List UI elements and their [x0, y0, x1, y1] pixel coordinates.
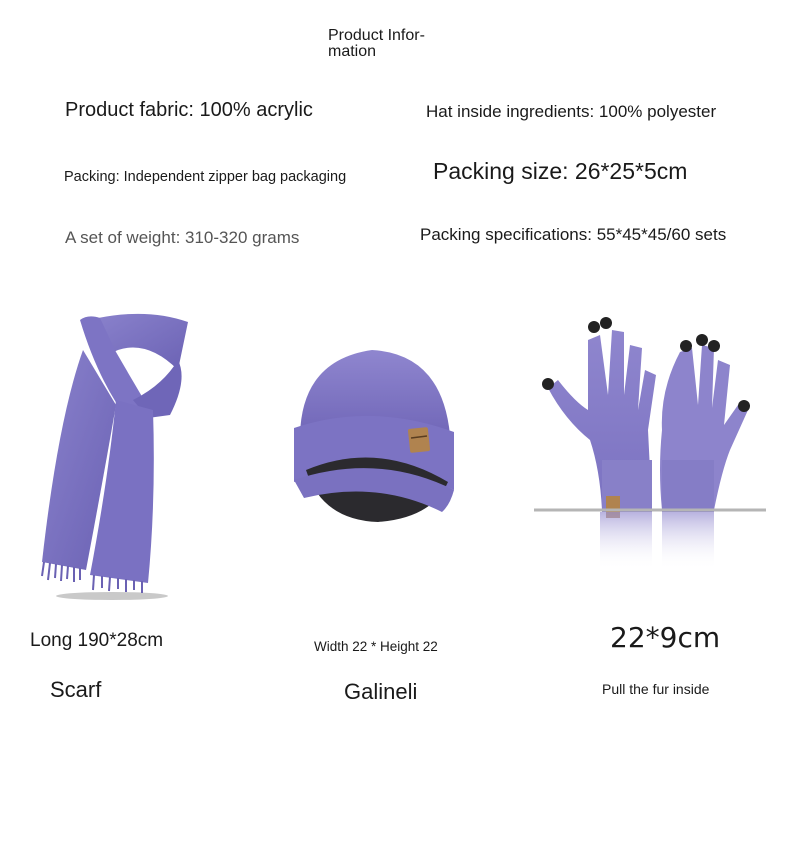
spec-packing-specs: Packing specifications: 55*45*45/60 sets — [420, 225, 727, 244]
scarf-image — [28, 300, 208, 610]
gloves-dimension: 22*9cm — [610, 621, 721, 654]
spec-fabric: Product fabric: 100% acrylic — [65, 99, 313, 121]
spec-weight: A set of weight: 310-320 grams — [65, 228, 300, 247]
hat-dimension: Width 22 * Height 22 — [314, 639, 438, 654]
beanie-hat-image — [282, 340, 462, 540]
scarf-name: Scarf — [50, 677, 102, 702]
gloves-image — [530, 310, 770, 580]
page-title: Product Infor- mation — [328, 27, 425, 60]
spec-packing-size: Packing size: 26*25*5cm — [433, 158, 688, 184]
gloves-note: Pull the fur inside — [602, 681, 710, 697]
spec-packing: Packing: Independent zipper bag packaging — [64, 169, 347, 185]
spec-hat-inside: Hat inside ingredients: 100% polyester — [426, 102, 717, 121]
scarf-dimension: Long 190*28cm — [30, 630, 164, 651]
hat-name: Galineli — [344, 679, 418, 704]
